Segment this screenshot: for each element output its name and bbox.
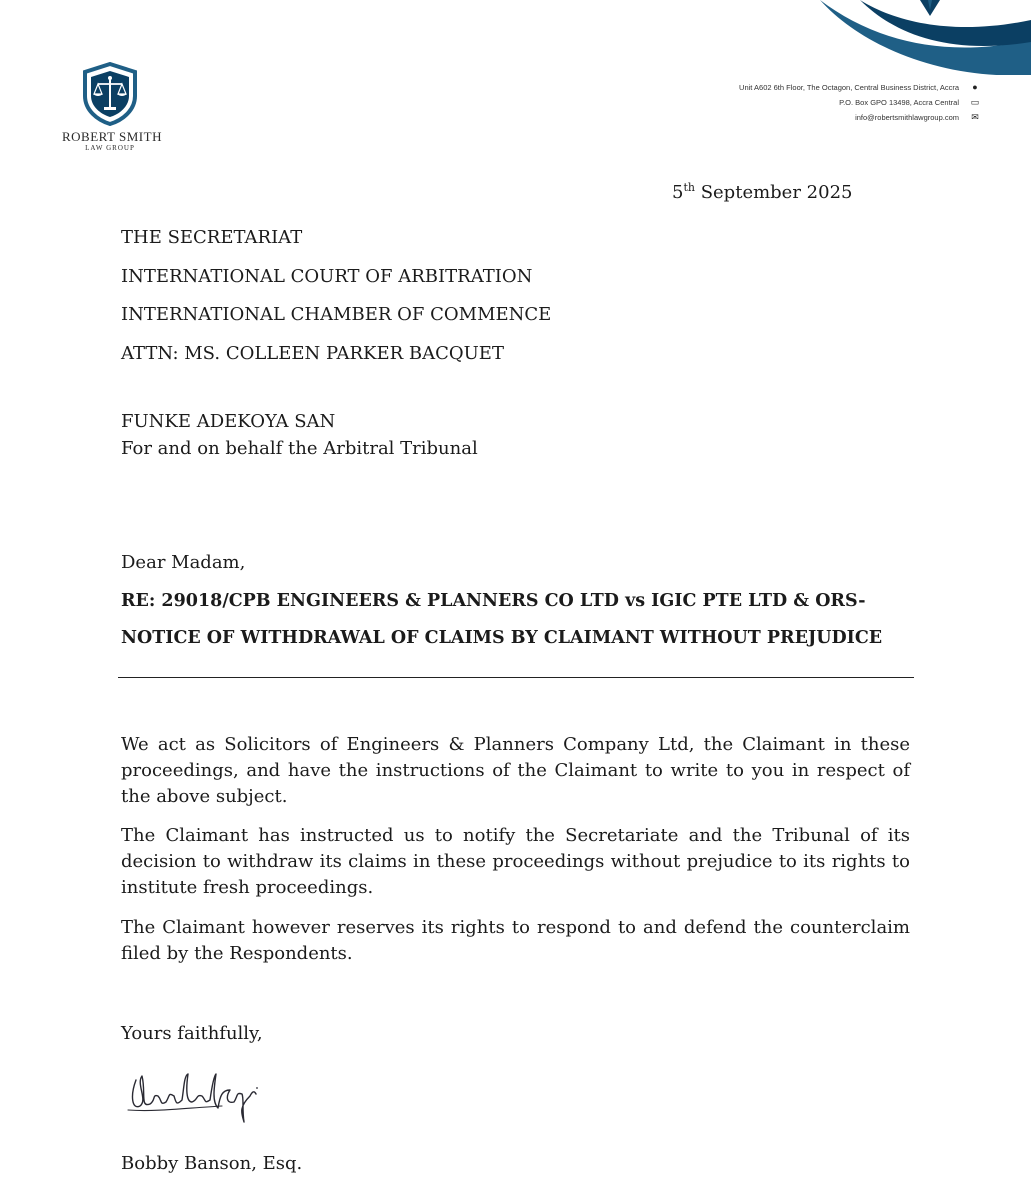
handwritten-signature [126,1066,276,1128]
recipient-address [121,219,551,373]
contact-email: info@robertsmithlawgroup.com ✉ [739,110,981,125]
recipient-line: ATTN: MS. COLLEEN PARKER BACQUET [121,342,504,364]
contact-po-box: P.O. Box GPO 13498, Accra Central ▭ [739,95,981,110]
firm-name: ROBERT SMITH [62,129,162,144]
firm-logo [62,62,162,166]
subject-reference: RE: 29018/CPB ENGINEERS & PLANNERS CO LTD vs IGIC PTE LTD & ORS- [121,591,866,611]
body-paragraph: The Claimant however reserves its rights to respond to and defend the counterclaim filed by the Respondents. [121,917,910,964]
closing: Yours faithfully, [121,1023,263,1044]
salutation: Dear Madam, [121,552,246,573]
contact-block [739,80,981,125]
recipient-line: INTERNATIONAL COURT OF ARBITRATION [121,265,533,287]
tribunal-name: FUNKE ADEKOYA SAN [121,411,336,432]
recipient-line: THE SECRETARIAT [121,227,303,248]
signer-name: Bobby Banson, Esq. [121,1153,303,1174]
letter-date: 5th September 2025 [672,181,853,203]
envelope-icon: ✉ [971,112,979,122]
tribunal-role: For and on behalf the Arbitral Tribunal [121,438,478,459]
location-pin-icon: ● [972,82,978,92]
body-paragraph: We act as Solicitors of Engineers & Planners Company Ltd, the Claimant in these proceedings, and have the instructions of the Claimant to write to you in respect of the above subject. [121,734,910,807]
subject-underline [118,677,914,678]
body-paragraph: The Claimant has instructed us to notify the Secretariate and the Tribunal of its decision to withdraw its claims in these proceedings without prejudice to its rights to institute fresh proceedings. [121,825,910,898]
firm-subtitle: LAW GROUP [85,144,135,152]
mailbox-icon: ▭ [970,97,980,107]
recipient-line: INTERNATIONAL CHAMBER OF COMMENCE [121,304,552,325]
tribunal-block [121,408,478,462]
scales-of-justice-icon [79,62,141,126]
subject-notice: NOTICE OF WITHDRAWAL OF CLAIMS BY CLAIMANT WITHOUT PREJUDICE [121,628,883,648]
header-swoosh-decoration [800,0,1031,75]
contact-address: Unit A602 6th Floor, The Octagon, Central Business District, Accra ● [739,80,981,95]
